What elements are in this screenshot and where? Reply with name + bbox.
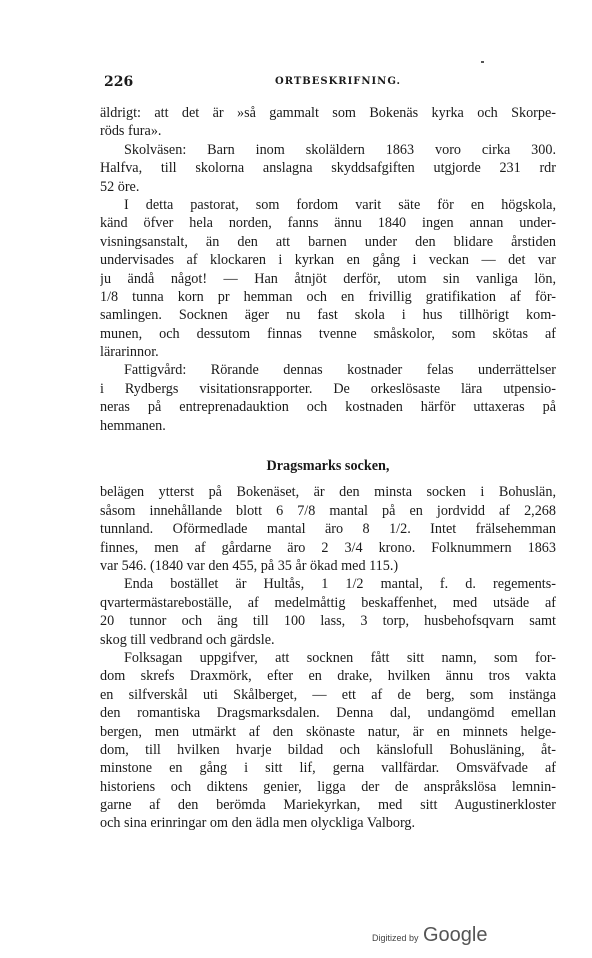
text-line: visningsanstalt, än den att barnen under den blidare årstiden bbox=[100, 233, 556, 250]
text-line: 20 tunnor och äng till 100 lass, 3 torp, husbehofsqvarn samt bbox=[100, 613, 556, 630]
spacer bbox=[100, 435, 556, 457]
paragraph-1 bbox=[100, 104, 556, 196]
text-line: garne af den berömda Mariekyrkan, med sitt Augustinerkloster bbox=[100, 797, 556, 814]
page-header bbox=[100, 74, 556, 92]
text-line: qvartermästareboställe, af medelmåttig beskaffenhet, med utsäde af bbox=[100, 594, 556, 611]
page-number: 226 bbox=[104, 74, 134, 90]
digitization-watermark bbox=[372, 924, 487, 947]
paragraph-3 bbox=[100, 361, 556, 435]
text-line: undervisades af klockaren i kyrkan en gång i veckan — det var bbox=[100, 252, 556, 269]
text-line: och sina erinringar om den ädla men olyckliga Valborg. bbox=[100, 815, 416, 832]
section-title: Dragsmarks socken, bbox=[266, 458, 390, 475]
text-line: röds fura». bbox=[100, 123, 162, 140]
paragraph-5 bbox=[100, 575, 556, 649]
text-line: hemmanen. bbox=[100, 417, 166, 434]
text-line: finnes, men af gårdarne äro 2 3/4 krono. Folknummern 1863 bbox=[100, 539, 556, 556]
print-speck bbox=[481, 61, 484, 63]
text-line: dom skrefs Draxmörk, efter en drake, hvilken ännu tros vakta bbox=[100, 668, 556, 685]
text-line: en silfverskål uti Skålberget, — ett af de berg, som instänga bbox=[100, 686, 556, 703]
text-line: såsom innehållande blott 6 7/8 mantal på en jordvidd af 2,268 bbox=[100, 502, 556, 519]
text-line: neras på entreprenadauktion och kostnaden härför uttaxeras på bbox=[100, 399, 556, 416]
google-logo: Google bbox=[422, 924, 488, 946]
text-line: belägen ytterst på Bokenäset, är den minsta socken i Bohuslän, bbox=[100, 484, 556, 501]
text-line: äldrigt: att det är »så gammalt som Bokenäs kyrka och Skorpe- bbox=[100, 105, 556, 121]
text-line: Skolväsen: Barn inom skoläldern 1863 voro cirka 300. bbox=[124, 141, 556, 158]
text-line: dom, till hvilken hvarje bildad och känslofull Bohusläning, åt- bbox=[100, 741, 556, 758]
text-line: samlingen. Socknen äger nu fast skola i hus tillhörigt kom- bbox=[100, 307, 556, 324]
text-line: bergen, men utmärkt af den skönaste natur, är en minnets helge- bbox=[100, 723, 556, 740]
text-line: Fattigvård: Rörande dennas kostnader felas underrättelser bbox=[124, 362, 556, 379]
text-line: var 546. (1840 var den 455, på 35 år ökad med 115.) bbox=[100, 557, 399, 574]
text-line: minstone en gång i sitt lif, gerna vallfärdar. Omsväfvade af bbox=[100, 760, 556, 777]
text-line: skog till vedbrand och gärdsle. bbox=[100, 631, 275, 648]
paragraph-6 bbox=[100, 649, 556, 833]
text-line: Halfva, till skolorna anslagna skyddsafgiften utgjorde 231 rdr bbox=[100, 160, 556, 177]
running-head: ORTBESKRIFNING. bbox=[275, 76, 401, 87]
text-line: Enda bostället är Hultås, 1 1/2 mantal, f. d. regements- bbox=[124, 576, 556, 593]
body-text bbox=[100, 104, 556, 833]
text-line: den romantiska Dragsmarksdalen. Denna dal, undangömd emellan bbox=[100, 705, 556, 722]
text-line: 1/8 tunna korn pr hemman och en frivillig gratifikation af för- bbox=[100, 288, 556, 305]
text-line: I detta pastorat, som fordom varit säte för en högskola, bbox=[124, 196, 556, 213]
text-line: känd öfver hela norden, fanns ännu 1840 ingen annan under- bbox=[100, 215, 556, 232]
text-line: historiens och diktens genier, ligga der de anspråkslösa lemnin- bbox=[100, 778, 556, 795]
text-line: ju ändå något! — Han åtnjöt derför, utom sin vanliga lön, bbox=[100, 270, 556, 287]
paragraph-4 bbox=[100, 483, 556, 575]
text-line: lärarinnor. bbox=[100, 344, 159, 361]
text-line: Folksagan uppgifver, att socknen fått sitt namn, som for- bbox=[124, 649, 556, 666]
spacer bbox=[100, 475, 556, 483]
text-line: i Rydbergs visitationsrapporter. De orkeslösaste lära utpensio- bbox=[100, 380, 556, 397]
text-line: 52 öre. bbox=[100, 178, 140, 195]
paragraph-2 bbox=[100, 196, 556, 362]
text-line: munen, och dessutom finnas tvenne småskolor, som skötas af bbox=[100, 325, 556, 342]
text-line: tunnland. Oförmedlade mantal äro 8 1/2. Intet frälsehemman bbox=[100, 521, 556, 538]
digitized-label: Digitized by bbox=[372, 933, 419, 943]
